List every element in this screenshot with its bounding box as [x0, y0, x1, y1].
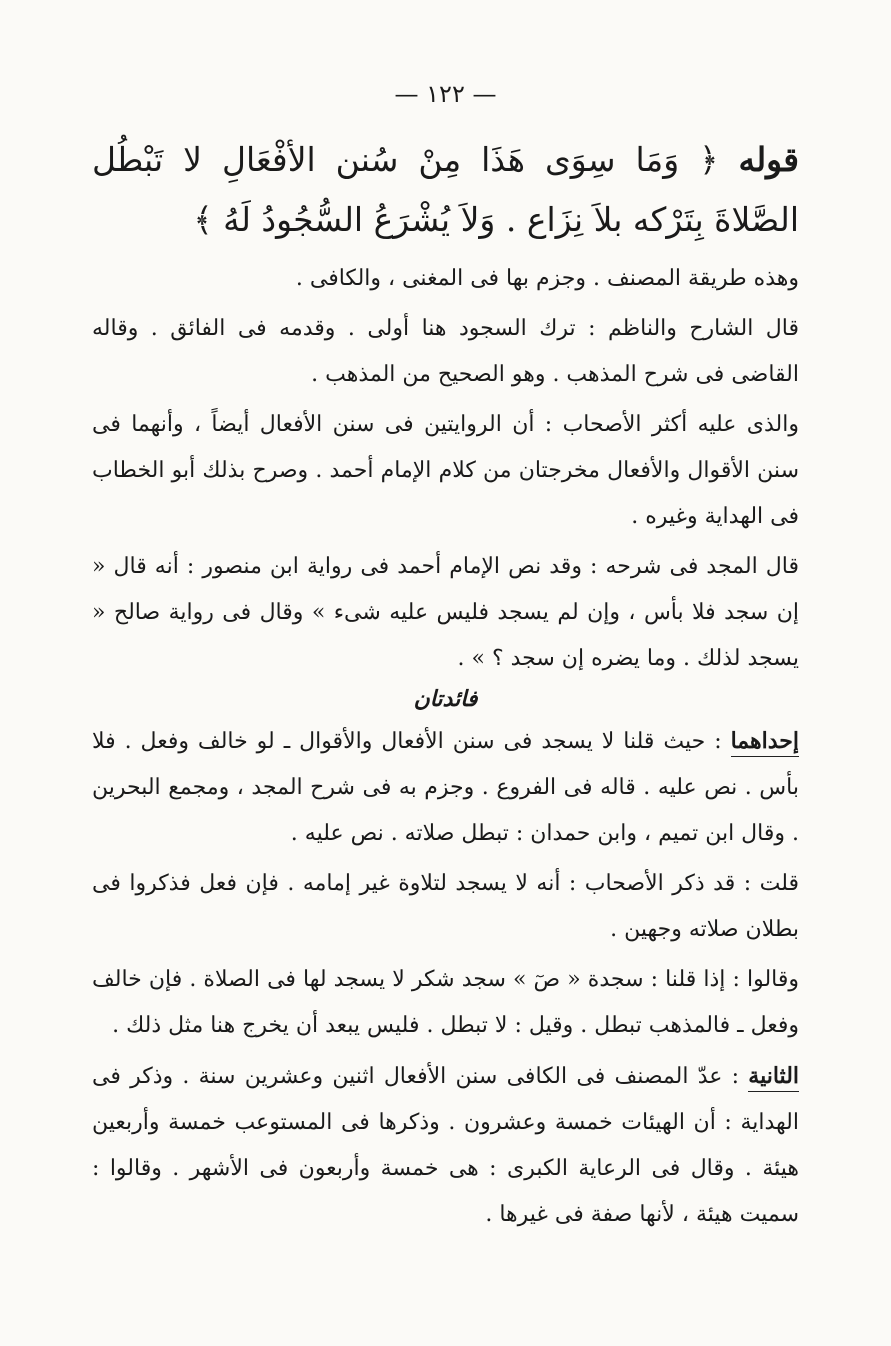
heading-lead-word: قوله	[738, 140, 800, 179]
paragraph-8-text: : عدّ المصنف فى الكافى سنن الأفعال اثنين وعشرين سنة . وذكر فى الهداية : أن الهيئات خمسة وعشرون . وذكرها فى المستوعب خمسة وأربعين هيئة . وقال فى الرعاية الكبرى : هى خمسة وأربعون فى الأشهر . وقالوا : سميت هيئة ، لأنها صفة فى غيرها .	[92, 1064, 799, 1227]
paragraph-5-text: : حيث قلنا لا يسجد فى سنن الأفعال والأقوال ـ لو خالف وفعل . فلا بأس . نص عليه . قاله فى الفروع . وجزم به فى شرح المجد ، ومجمع البحرين . وقال ابن تميم ، وابن حمدان : تبطل صلاته . نص عليه .	[92, 729, 799, 846]
paragraph-6: قلت : قد ذكر الأصحاب : أنه لا يسجد لتلاوة غير إمامه . فإن فعل فذكروا فى بطلان صلاته وجهين .	[92, 871, 799, 942]
paragraph-8	[92, 1053, 799, 1238]
paragraph-8-lead-word: الثانية	[748, 1063, 799, 1092]
paragraph-7: وقالوا : إذا قلنا : سجدة « صٓ » سجد شكر لا يسجد لها فى الصلاة . فإن خالف وفعل ـ فالمذهب تبطل . وقيل : لا تبطل . فليس يبعد أن يخرج هنا مثل ذلك .	[92, 967, 799, 1038]
page-number: — ١٢٢ —	[394, 80, 497, 108]
paragraph-2: قال الشارح والناظم : ترك السجود هنا أولى . وقدمه فى الفائق . وقاله القاضى فى شرح المذهب . وهو الصحيح من المذهب .	[92, 316, 799, 387]
paragraph-5	[92, 718, 799, 857]
section-title: فائدتان	[413, 686, 478, 712]
paragraph-3: والذى عليه أكثر الأصحاب : أن الروايتين فى سنن الأفعال أيضاً ، وأنهما فى سنن الأقوال والأفعال مخرجتان من كلام الإمام أحمد . وصرح بذلك أبو الخطاب فى الهداية وغيره .	[92, 412, 799, 529]
paragraph-4: قال المجد فى شرحه : وقد نص الإمام أحمد فى رواية ابن منصور : أنه قال « إن سجد فلا بأس ، وإن لم يسجد فليس عليه شىء » وقال فى رواية صالح « يسجد لذلك . وما يضره إن سجد ؟ » .	[92, 554, 799, 671]
heading-quote-text: ﴿ وَمَا سِوَى هَذَا مِنْ سُنن الأفْعَالِ لا تَبْطُل الصَّلاةَ بِتَرْكه بلاَ نِزَاع . وَلاَ يُشْرَعُ السُّجُودُ لَهُ ﴾	[92, 140, 799, 239]
paragraph-1: وهذه طريقة المصنف . وجزم بها فى المغنى ، والكافى .	[295, 266, 799, 291]
paragraph-5-lead-word: إحداهما	[731, 728, 799, 757]
quoted-heading	[92, 130, 799, 250]
